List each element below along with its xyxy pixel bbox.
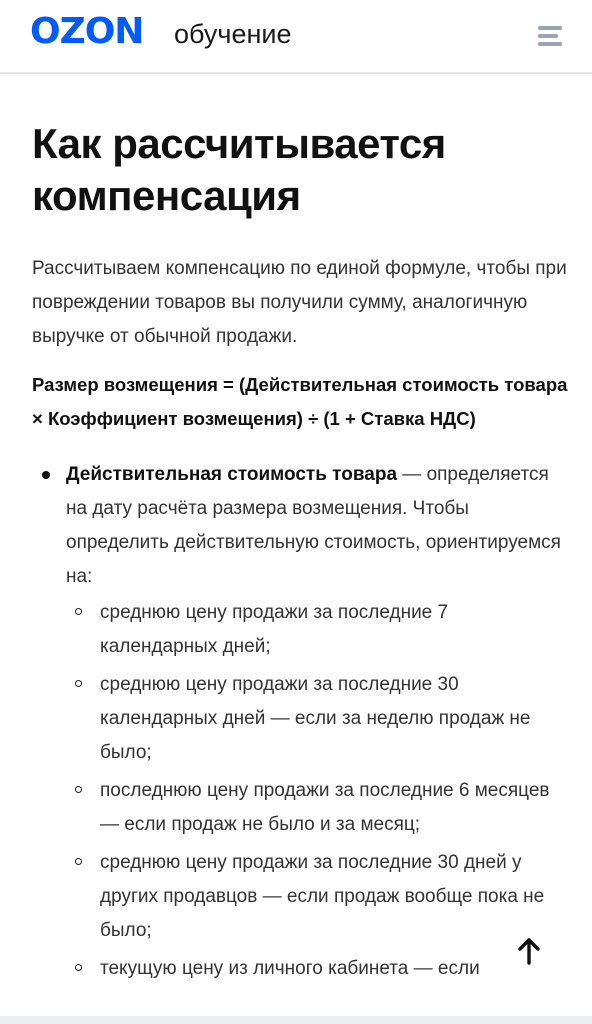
sub-list — [66, 596, 568, 986]
hamburger-menu-icon[interactable] — [538, 26, 562, 48]
sub-list-item: среднюю цену продажи за последние 30 дней у других продавцов — если продаж вообще пока не было; — [66, 846, 568, 948]
arrow-up-icon[interactable] — [516, 936, 542, 966]
bullet-list — [32, 458, 568, 986]
sub-list-item: текущую цену из личного кабинета — если — [66, 952, 568, 986]
ozon-logo[interactable]: OZON — [30, 11, 144, 52]
intro-paragraph: Рассчитываем компенсацию по единой формуле, чтобы при повреждении товаров вы получили сумму, аналогичную выручке от обычной продажи. — [32, 258, 567, 347]
article — [32, 118, 568, 990]
sub-list-item: среднюю цену продажи за последние 7 календарных дней; — [66, 596, 568, 664]
bullet-term: Действительная стоимость товара — [66, 464, 398, 485]
logo-subtitle[interactable]: обучение — [174, 19, 292, 49]
sub-list-item: последнюю цену продажи за последние 6 месяцев — если продаж не было и за месяц; — [66, 774, 568, 842]
formula-text: Размер возмещения = (Действительная стоимость товара × Коэффициент возмещения) ÷ (1 + Ставка НДС) — [32, 374, 568, 429]
site-header — [0, 0, 592, 74]
list-item — [32, 458, 568, 986]
bullet-text: — определяется на дату расчёта размера возмещения. Чтобы определить действительную стоимость, ориентируемся на: — [66, 464, 561, 587]
bottom-bar — [0, 1016, 592, 1024]
sub-list-item: среднюю цену продажи за последние 30 календарных дней — если за неделю продаж не было; — [66, 668, 568, 770]
page-title: Как рассчитывается компенсация — [32, 120, 446, 219]
